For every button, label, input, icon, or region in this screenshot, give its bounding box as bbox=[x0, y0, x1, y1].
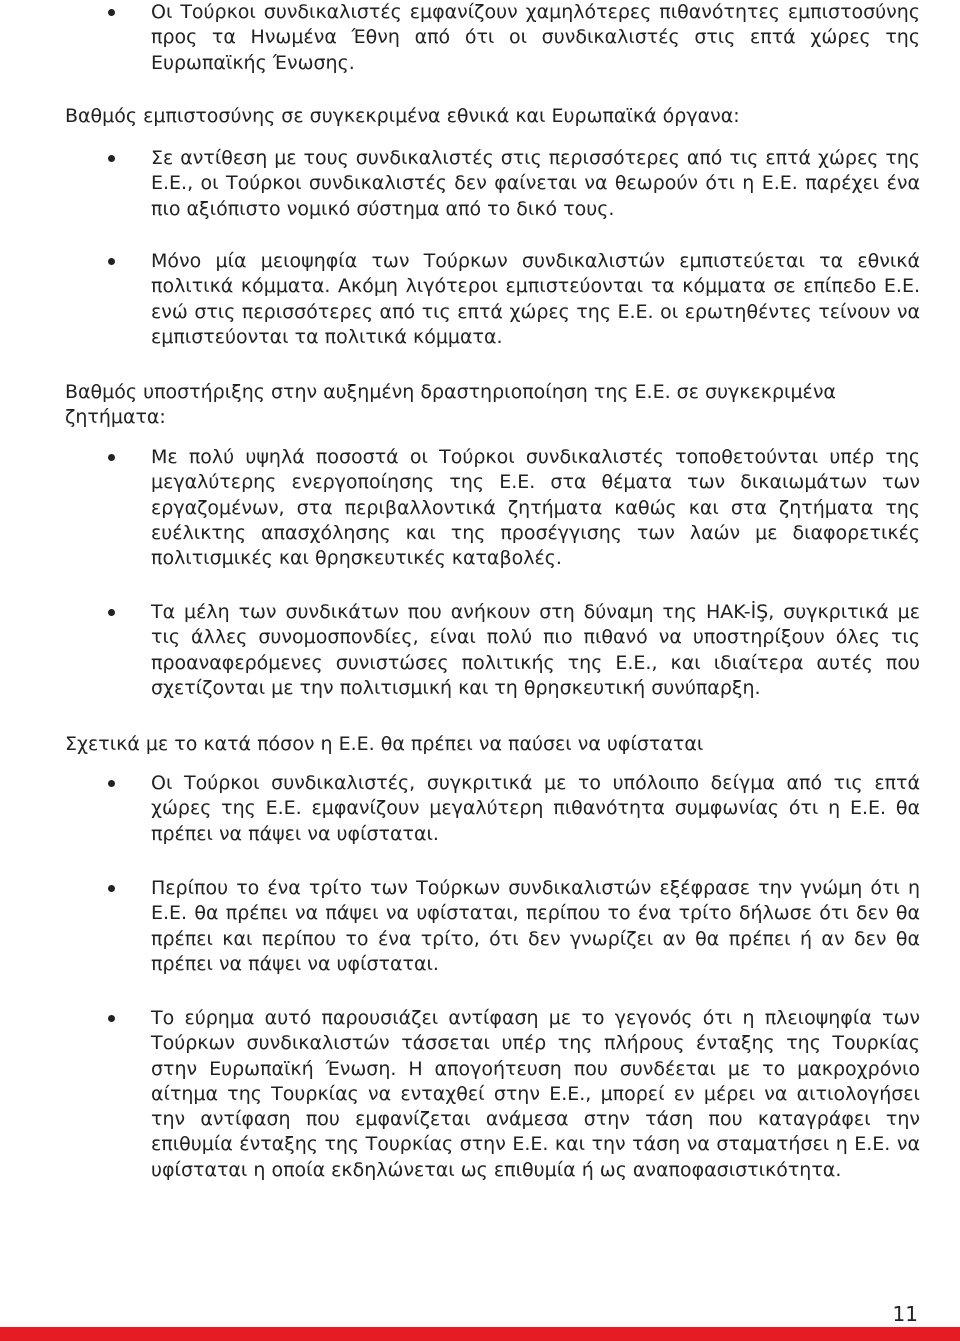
bullet-text: Οι Τούρκοι συνδικαλιστές, συγκριτικά με το υπόλοιπο δείγμα από τις επτά χώρες της Ε.Ε. εμφανίζουν μεγαλύτερη πιθανότητα συμφωνίας ότι η Ε.Ε. θα πρέπει να πάψει να υφίσταται. bbox=[151, 772, 920, 845]
list-item bbox=[108, 445, 920, 571]
bullet-text: Το εύρημα αυτό παρουσιάζει αντίφαση με το γεγονός ότι η πλειοψηφία των Τούρκων συνδικαλιστών τάσσεται υπέρ της πλήρους ένταξης της Τουρκίας στην Ευρωπαϊκή Ένωση. Η απογοήτευση που συνδέεται με το μακροχρόνιο αίτημα της Τουρκίας να ενταχθεί στην Ε.Ε., μπορεί εν μέρει να αιτιολογήσει την αντίφαση που εμφανίζεται ανάμεσα στην τάση που καταγράφει την επιθυμία ένταξης της Τουρκίας στην Ε.Ε. και την τάση να σταματήσει η Ε.Ε. να υφίσταται η οποία εκδηλώνεται ως επιθυμία ή ως αναποφασιστικότητα. bbox=[151, 1007, 920, 1181]
list-item bbox=[108, 771, 920, 847]
bullet-text: Περίπου το ένα τρίτο των Τούρκων συνδικαλιστών εξέφρασε την γνώμη ότι η Ε.Ε. θα πρέπει να πάψει να υφίσταται, περίπου το ένα τρίτο δήλωσε ότι δεν θα πρέπει και περίπου το ένα τρίτο, ότι δεν γνωρίζει αν θα πρέπει ή αν δεν θα πρέπει να πάψει να υφίσταται. bbox=[151, 877, 920, 975]
list-item bbox=[108, 876, 920, 977]
bullet-icon bbox=[108, 885, 115, 892]
list-item bbox=[108, 600, 920, 701]
section-heading: Βαθμός υποστήριξης στην αυξημένη δραστηριοποίηση της Ε.Ε. σε συγκεκριμένα ζητήματα: bbox=[65, 381, 836, 428]
bullet-text: Τα μέλη των συνδικάτων που ανήκουν στη δύναμη της HAK-İŞ, συγκριτικά με τις άλλες συνομοσπονδίες, είναι πολύ πιο πιθανό να υποστηρίξουν όλες τις προαναφερόμενες συνιστώσες πολιτικής της Ε.Ε., και ιδιαίτερα αυτές που σχετίζονται με την πολιτισμική και τη θρησκευτική συνύπαρξη. bbox=[151, 601, 920, 699]
list-item bbox=[108, 1006, 920, 1183]
bullet-text: Με πολύ υψηλά ποσοστά οι Τούρκοι συνδικαλιστές τοποθετούνται υπέρ της μεγαλύτερης ενεργοποίησης της Ε.Ε. στα θέματα των δικαιωμάτων των εργαζομένων, στα περιβαλλοντικά ζητήματα καθώς και στα ζητήματα της ευέλικτης απασχόλησης και της προσέγγισης των λαών με διαφορετικές πολιτισμικές και θρησκευτικές καταβολές. bbox=[151, 446, 920, 570]
list-item bbox=[108, 249, 920, 350]
bullet-icon bbox=[108, 155, 115, 162]
bullet-text: Σε αντίθεση με τους συνδικαλιστές στις περισσότερες από τις επτά χώρες της Ε.Ε., οι Τούρκοι συνδικαλιστές δεν φαίνεται να θεωρούν ότι η Ε.Ε. παρέχει ένα πιο αξιόπιστο νομικό σύστημα από το δικό τους. bbox=[151, 147, 920, 220]
bullet-icon bbox=[108, 454, 115, 461]
bullet-text: Οι Τούρκοι συνδικαλιστές εμφανίζουν χαμηλότερες πιθανότητες εμπιστοσύνης προς τα Ηνωμένα Έθνη από ότι οι συνδικαλιστές στις επτά χώρες της Ευρωπαϊκής Ένωσης. bbox=[151, 1, 920, 74]
section-heading: Βαθμός εμπιστοσύνης σε συγκεκριμένα εθνικά και Ευρωπαϊκά όργανα: bbox=[65, 105, 740, 127]
bullet-text: Μόνο μία μειοψηφία των Τούρκων συνδικαλιστών εμπιστεύεται τα εθνικά πολιτικά κόμματα. Ακόμη λιγότεροι εμπιστεύονται τα κόμματα σε επίπεδο Ε.Ε. ενώ στις περισσότερες από τις επτά χώρες της Ε.Ε. οι ερωτηθέντες τείνουν να εμπιστεύονται τα πολιτικά κόμματα. bbox=[151, 250, 920, 348]
bullet-icon bbox=[108, 780, 115, 787]
list-item bbox=[108, 0, 920, 76]
footer-accent-bar bbox=[0, 1327, 960, 1341]
bullet-icon bbox=[108, 258, 115, 265]
list-item bbox=[108, 146, 920, 222]
bullet-icon bbox=[108, 1015, 115, 1022]
bullet-icon bbox=[108, 609, 115, 616]
section-heading: Σχετικά με το κατά πόσον η Ε.Ε. θα πρέπει να παύσει να υφίσταται bbox=[65, 733, 704, 755]
page-number: 11 bbox=[892, 1302, 918, 1326]
bullet-icon bbox=[108, 9, 115, 16]
